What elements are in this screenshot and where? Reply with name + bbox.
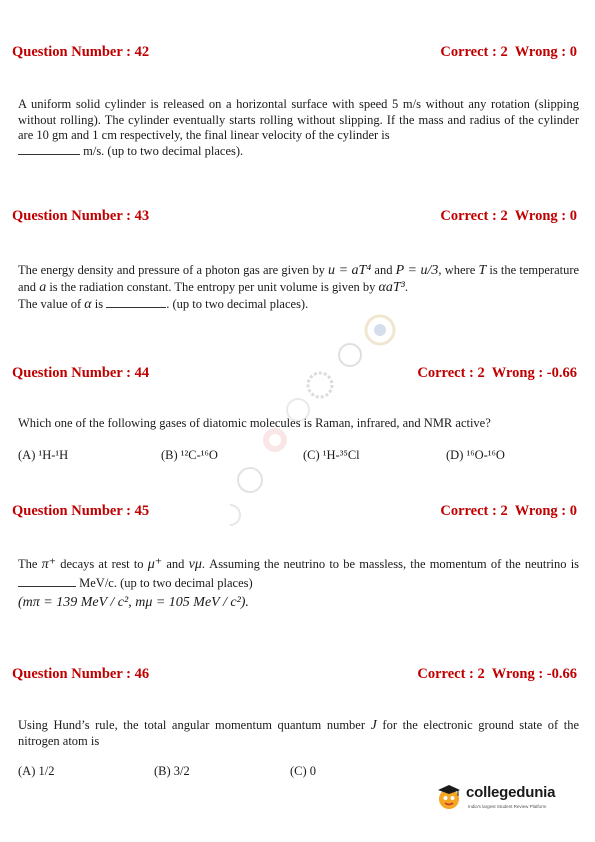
option-d: (D) ¹⁶O-¹⁶O (446, 448, 505, 462)
question-43-header (12, 208, 577, 225)
equation-entropy: αaT³ (378, 280, 405, 295)
question-43-text: The energy density and pressure of a photon gas are given by u = aT⁴ and P = u/3, where T is the temperature and a is the radiation constant. The entropy per unit volume is given by αaT³. The value of α is . (up to two decimal places). (18, 263, 580, 312)
question-title: Question Number : 42 (12, 44, 150, 60)
answer-blank (18, 576, 76, 587)
question-44-text: Which one of the following gases of diatomic molecules is Raman, infrared, and NMR active? (18, 416, 491, 430)
option-c: (C) 0 (290, 764, 317, 778)
equation-pressure: P = u/3 (395, 263, 439, 278)
answer-blank (106, 297, 166, 308)
option-b: (B) ¹²C-¹⁶O (161, 448, 218, 462)
question-45-text: The π⁺ decays at rest to μ⁺ and νμ. Assuming the neutrino to be massless, the momentum of the neutrino is MeV/c. (up to two decimal places) (mπ = 139 MeV / c², mμ = 105 MeV / c²). (18, 557, 580, 610)
marks-label: Correct : 2 Wrong : 0 (440, 503, 577, 519)
question-46-header (12, 666, 577, 683)
question-42-text: A uniform solid cylinder is released on a horizontal surface with speed 5 m/s without any rotation (slipping without rolling). The cylinder eventually starts rolling without slipping. If the mass and radius of the cylinder are 10 gm and 1 cm respectively, the final linear velocity of the cylinder is m/s. (up to two decimal places). (18, 97, 579, 158)
collegedunia-logo (436, 780, 586, 820)
option-c: (C) ¹H-³⁵Cl (303, 448, 360, 462)
question-title: Question Number : 46 (12, 666, 150, 682)
equation-masses: (mπ = 139 MeV / c², mμ = 105 MeV / c²). (18, 595, 249, 610)
option-b: (B) 3/2 (154, 764, 190, 778)
marks-label: Correct : 2 Wrong : -0.66 (417, 666, 577, 682)
logo-text: collegedunia (466, 784, 556, 801)
question-44-header (12, 365, 577, 382)
question-title: Question Number : 44 (12, 365, 150, 381)
marks-label: Correct : 2 Wrong : -0.66 (417, 365, 577, 381)
marks-label: Correct : 2 Wrong : 0 (440, 44, 577, 60)
option-a: (A) ¹H-¹H (18, 448, 69, 462)
option-a: (A) 1/2 (18, 764, 55, 778)
logo-tagline: India's largest Student Review Platform (468, 804, 547, 809)
equation-energy-density: u = aT⁴ (328, 263, 372, 278)
question-42-header (12, 44, 577, 61)
question-46-text: Using Hund’s rule, the total angular momentum quantum number J for the electronic ground state of the nitrogen atom is (18, 718, 580, 748)
question-title: Question Number : 45 (12, 503, 150, 519)
question-45-header (12, 503, 577, 520)
marks-label: Correct : 2 Wrong : 0 (440, 208, 577, 224)
answer-blank (18, 144, 80, 155)
question-title: Question Number : 43 (12, 208, 150, 224)
graduation-cap-icon (436, 784, 462, 810)
